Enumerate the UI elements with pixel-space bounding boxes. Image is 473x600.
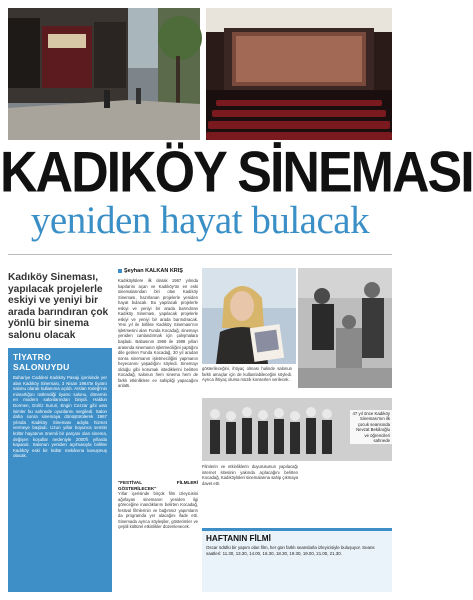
article-subhead: "FESTİVAL FİLMLERİ GÖSTERİLECEK" xyxy=(118,480,198,491)
cinema-hall-photo xyxy=(206,8,392,140)
article-column-2 xyxy=(118,480,198,565)
archive-photo xyxy=(298,268,392,388)
article-column-2-text: Yıllar içerisinde birçok film izleyicisini ağırlayan sinemanın yeniden ilgi göreceğine inandıklarını belirten Kocadağ, festival filmlerinin ve bağımsız yapımların da programda yer alacağını ifade etti. Sinemada ayrıca söyleşiler, gösterimler ve çeşitli kültürel etkinlikler düzenlenecek. xyxy=(118,491,198,530)
headline-sub: yeniden hayat bulacak xyxy=(30,199,370,242)
byline xyxy=(118,268,183,274)
sidebar-text: Bahariye Caddesi Kadıköy Pasajı içerisinde yer alan Kadıköy Sineması, 3 Nisan 1964'te tiyatro salonu olarak kullanıma açıldı. Arslan Kaleği'nin mimarlığını üstlendiği tiyatro salonu, dönemin en modern salonlarından biriydi. Haldun Dormen, Gülriz Sururi, Engin Cezzar gibi usta isimler bu sahnede oyunlarını sergiledi. Salon daha sonra sinemaya dönüştürülerek 1967 yılında Kadıköy Sineması adıyla hizmet vermeye başladı. Uzun yıllar boyunca semtin kültür hayatının önemli bir parçası olan sinema, değişen koşullar nedeniyle 2000'li yıllarda kapandı. Salonun yeniden açılmasıyla birlikte Kadıköy eski bir kültür mekânına kavuşmuş olacak. xyxy=(13,375,107,459)
program-text: Oscar ödüllü bir yapım olan film, her gün farklı seanslarla izleyicisiyle buluşuyor. Seans saatleri: 11.30, 13.30, 14.00, 16.30, 18.30, 19.30, 19.00, 21.00, 21.30. xyxy=(206,545,375,556)
headline-main: KADIKÖY SİNEMASI xyxy=(0,141,473,205)
weekly-program-box xyxy=(202,528,392,592)
portrait-photo xyxy=(202,268,296,364)
article-column-4: Filmlerin ve etkinliklerin duyurusunun yapılacağı internet sitesinin yakında açılacağını belirten Kocadağ, Kadıköylüleri sinemalarına sahip çıkmaya davet etti. xyxy=(202,464,298,486)
article-column-3: gösterileceğini, ihtiyaç olması halinde salonun farklı amaçlar için de kullanılabileceğini söyledi. Ayrıca ihtiyaç olursa müzik konserleri verilecek. xyxy=(202,366,292,383)
lead-paragraph: Kadıköy Sineması, yapılacak projelerle eskiyi ve yeniyi bir arada barındıran çok yönlü bir sinema salonu olacak xyxy=(8,272,109,341)
article-column-1: Kadıköylülere ilk olarak 1967 yılında kapılarını açan ve Kadıköy'ün en eski sinemalarından biri olan Kadıköy Sineması, hazırlanan projelerle yeniden hayat bulacak. Bu yapılacak projelerle eskiyi ve yeniyi bir arada barındıran Kadıköy Sineması, yapılacak projelerle eskiyi ve yeniyi bir arada barındıracak. Yeni yıl ile birlikte Kadıköy Sineması'nın işletmesini alan Funda Kocadağ, sinemayı yeniden canlandırmak için çalışmalara başladı. Babasının 1968 ile 1988 yılları arasında sinemanın işletmeciliğini yaptığını dile getiren Funda Kocadağ, 30 yıl aradan sonra sinemanın işletmeciliğini yapmanın heyecanını yaşadığını söyledi. Sinemayı olduğu gibi korumak istediklerini belirten Kocadağ, salonun hem sinema hem de farklı etkinliklere ev sahipliği yapacağını anlattı. xyxy=(118,278,198,389)
divider xyxy=(8,254,392,255)
bullet-icon xyxy=(118,269,122,273)
author-name: Şeyhan KALKAN KRIŞ xyxy=(124,268,183,274)
sidebar-title: TİYATRO SALONUYDU xyxy=(13,352,70,372)
street-photo xyxy=(8,8,200,140)
program-title: HAFTANIN FİLMİ xyxy=(206,534,271,543)
photo-caption: 47 yıl önce Kadıköy Sineması'nın ilk çocuk seansında Nevzat Bekâroğlu ve öğrencileri sahnede xyxy=(350,410,392,444)
sidebar-box xyxy=(8,348,112,592)
